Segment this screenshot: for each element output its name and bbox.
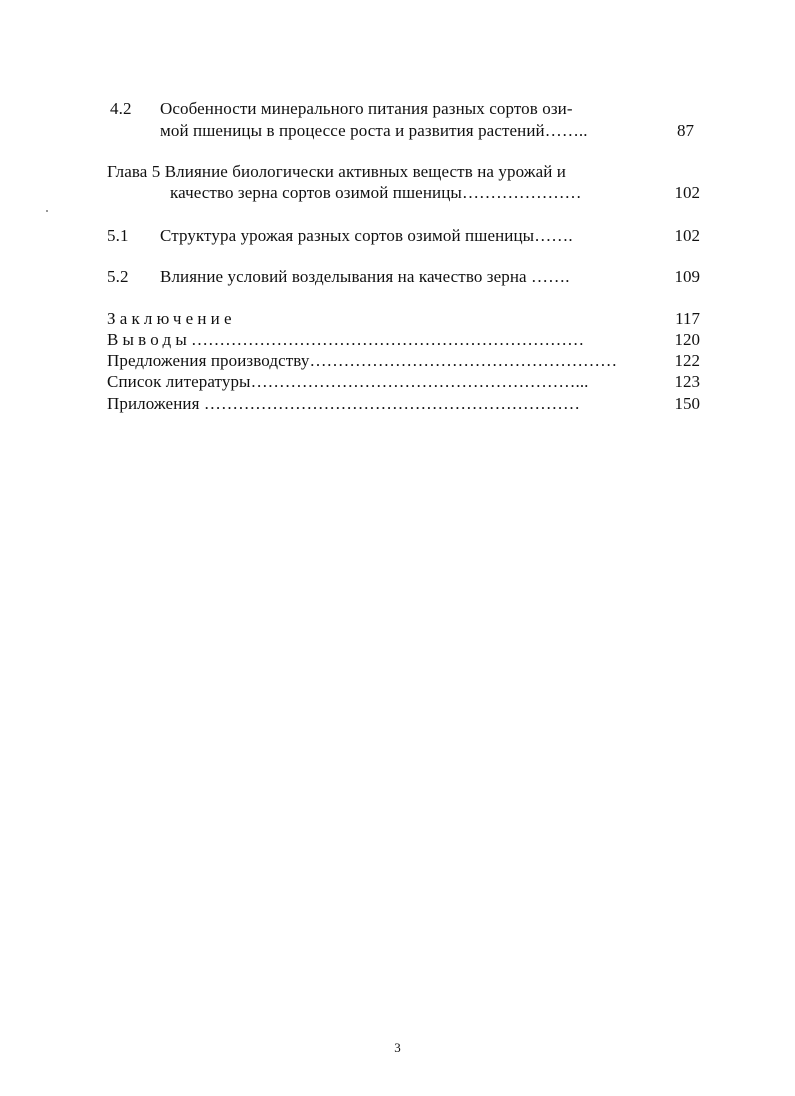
toc-references-title: Список литературы	[107, 372, 251, 391]
toc-appendices-page: 150	[674, 394, 700, 413]
toc-proposals-row	[107, 350, 617, 372]
toc-entry-5-2-page: 109	[674, 267, 700, 286]
page-number: 3	[394, 1040, 401, 1055]
toc-appendices-title: Приложения	[107, 394, 200, 413]
toc-conclusion-title: Заключение	[107, 309, 236, 328]
toc-appendices-leader: …………………………………………………………	[199, 394, 581, 413]
toc-references-row	[107, 371, 589, 393]
toc-findings-row	[107, 329, 584, 351]
toc-references-page: 123	[674, 372, 700, 391]
toc-references-leader: …………………………………………………...	[250, 372, 589, 391]
toc-entry-5-1-title: Структура урожая разных сортов озимой пшеницы…….	[160, 226, 573, 245]
toc-entry-4-2-title-line1: Особенности минерального питания разных сортов ози-	[160, 99, 573, 118]
toc-entry-4-2-page: 87	[677, 121, 694, 140]
toc-chapter-5-title-line2: качество зерна сортов озимой пшеницы…………………	[170, 183, 582, 202]
toc-entry-5-2-title: Влияние условий возделывания на качество зерна …….	[160, 267, 570, 286]
toc-chapter-5-page: 102	[674, 183, 700, 202]
scan-speck	[46, 210, 48, 212]
toc-entry-5-1-page: 102	[674, 226, 700, 245]
toc-appendices-row	[107, 393, 580, 415]
toc-chapter-5-title-line1: Глава 5 Влияние биологически активных веществ на урожай и	[107, 162, 566, 181]
toc-conclusion-page: 117	[675, 309, 700, 328]
toc-proposals-title: Предложения производству	[107, 351, 310, 370]
toc-findings-page: 120	[674, 330, 700, 349]
toc-entry-5-1-number: 5.1	[107, 226, 129, 245]
toc-findings-title: Выводы	[107, 330, 191, 349]
toc-proposals-page: 122	[674, 351, 700, 370]
toc-proposals-leader: ………………………………………………	[309, 351, 618, 370]
toc-entry-5-2-number: 5.2	[107, 267, 129, 286]
toc-entry-4-2-number: 4.2	[110, 99, 132, 118]
toc-findings-leader: ……………………………………………………………	[190, 330, 585, 349]
toc-entry-4-2-title-line2: мой пшеницы в процессе роста и развития растений……..	[160, 121, 588, 140]
